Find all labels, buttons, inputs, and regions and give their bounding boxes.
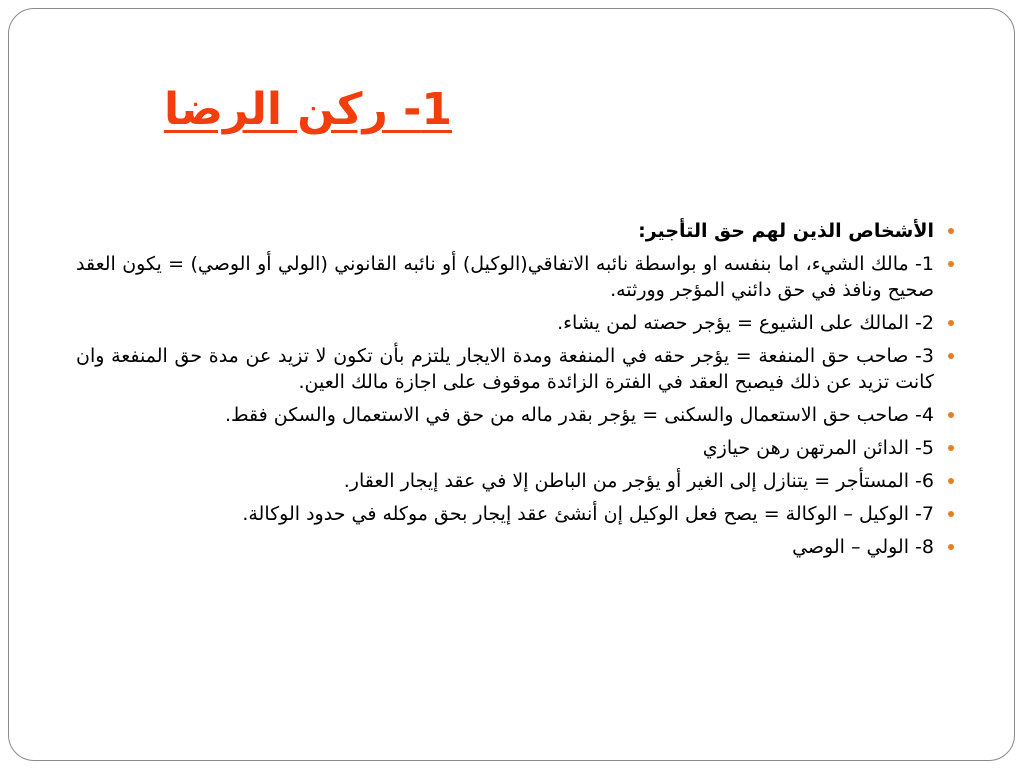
- bullet-text: 7- الوكيل – الوكالة = يصح فعل الوكيل إن أنشئ عقد إيجار بحق موكله في حدود الوكالة.: [242, 503, 934, 525]
- bullet-item-agent: [76, 501, 934, 527]
- bullet-dot-icon: [948, 511, 954, 517]
- bullet-text: 8- الولي – الوصي: [792, 536, 934, 558]
- bullet-item-heading: [76, 218, 934, 244]
- bullet-text: 6- المستأجر = يتنازل إلى الغير أو يؤجر من الباطن إلا في عقد إيجار العقار.: [343, 470, 934, 492]
- bullet-item-co-owner: [76, 310, 934, 336]
- bullet-dot-icon: [948, 412, 954, 418]
- bullet-text: 3- صاحب حق المنفعة = يؤجر حقه في المنفعة ومدة الايجار يلتزم بأن تكون لا تزيد عن مدة حق المنفعة وان كانت تزيد عن ذلك فيصبح العقد في الفترة الزائدة موقوف على اجازة مالك العين.: [76, 345, 934, 393]
- bullet-text: الأشخاص الذين لهم حق التأجير:: [638, 220, 934, 242]
- bullet-item-use-habitation: [76, 402, 934, 428]
- slide-title: 1- ركن الرضا: [163, 84, 452, 135]
- bullet-item-owner: [76, 251, 934, 303]
- bullet-dot-icon: [948, 478, 954, 484]
- bullet-dot-icon: [948, 320, 954, 326]
- bullet-dot-icon: [948, 353, 954, 359]
- bullet-text: 4- صاحب حق الاستعمال والسكنى = يؤجر بقدر ماله من حق في الاستعمال والسكن فقط.: [224, 404, 934, 426]
- bullet-item-pledgee: [76, 435, 934, 461]
- bullet-dot-icon: [948, 544, 954, 550]
- bullet-list: [76, 218, 934, 567]
- bullet-item-usufruct: [76, 343, 934, 395]
- bullet-text: 1- مالك الشيء، اما بنفسه او بواسطة نائبه الاتفاقي(الوكيل) أو نائبه القانوني (الولي أو الوصي) = يكون العقد صحيح ونافذ في حق دائني المؤجر وورثته.: [76, 253, 934, 301]
- bullet-dot-icon: [948, 445, 954, 451]
- bullet-text: 2- المالك على الشيوع = يؤجر حصته لمن يشاء.: [557, 312, 934, 334]
- bullet-text: 5- الدائن المرتهن رهن حيازي: [702, 437, 934, 459]
- bullet-dot-icon: [948, 228, 954, 234]
- bullet-item-guardian: [76, 534, 934, 560]
- bullet-dot-icon: [948, 261, 954, 267]
- bullet-item-tenant: [76, 468, 934, 494]
